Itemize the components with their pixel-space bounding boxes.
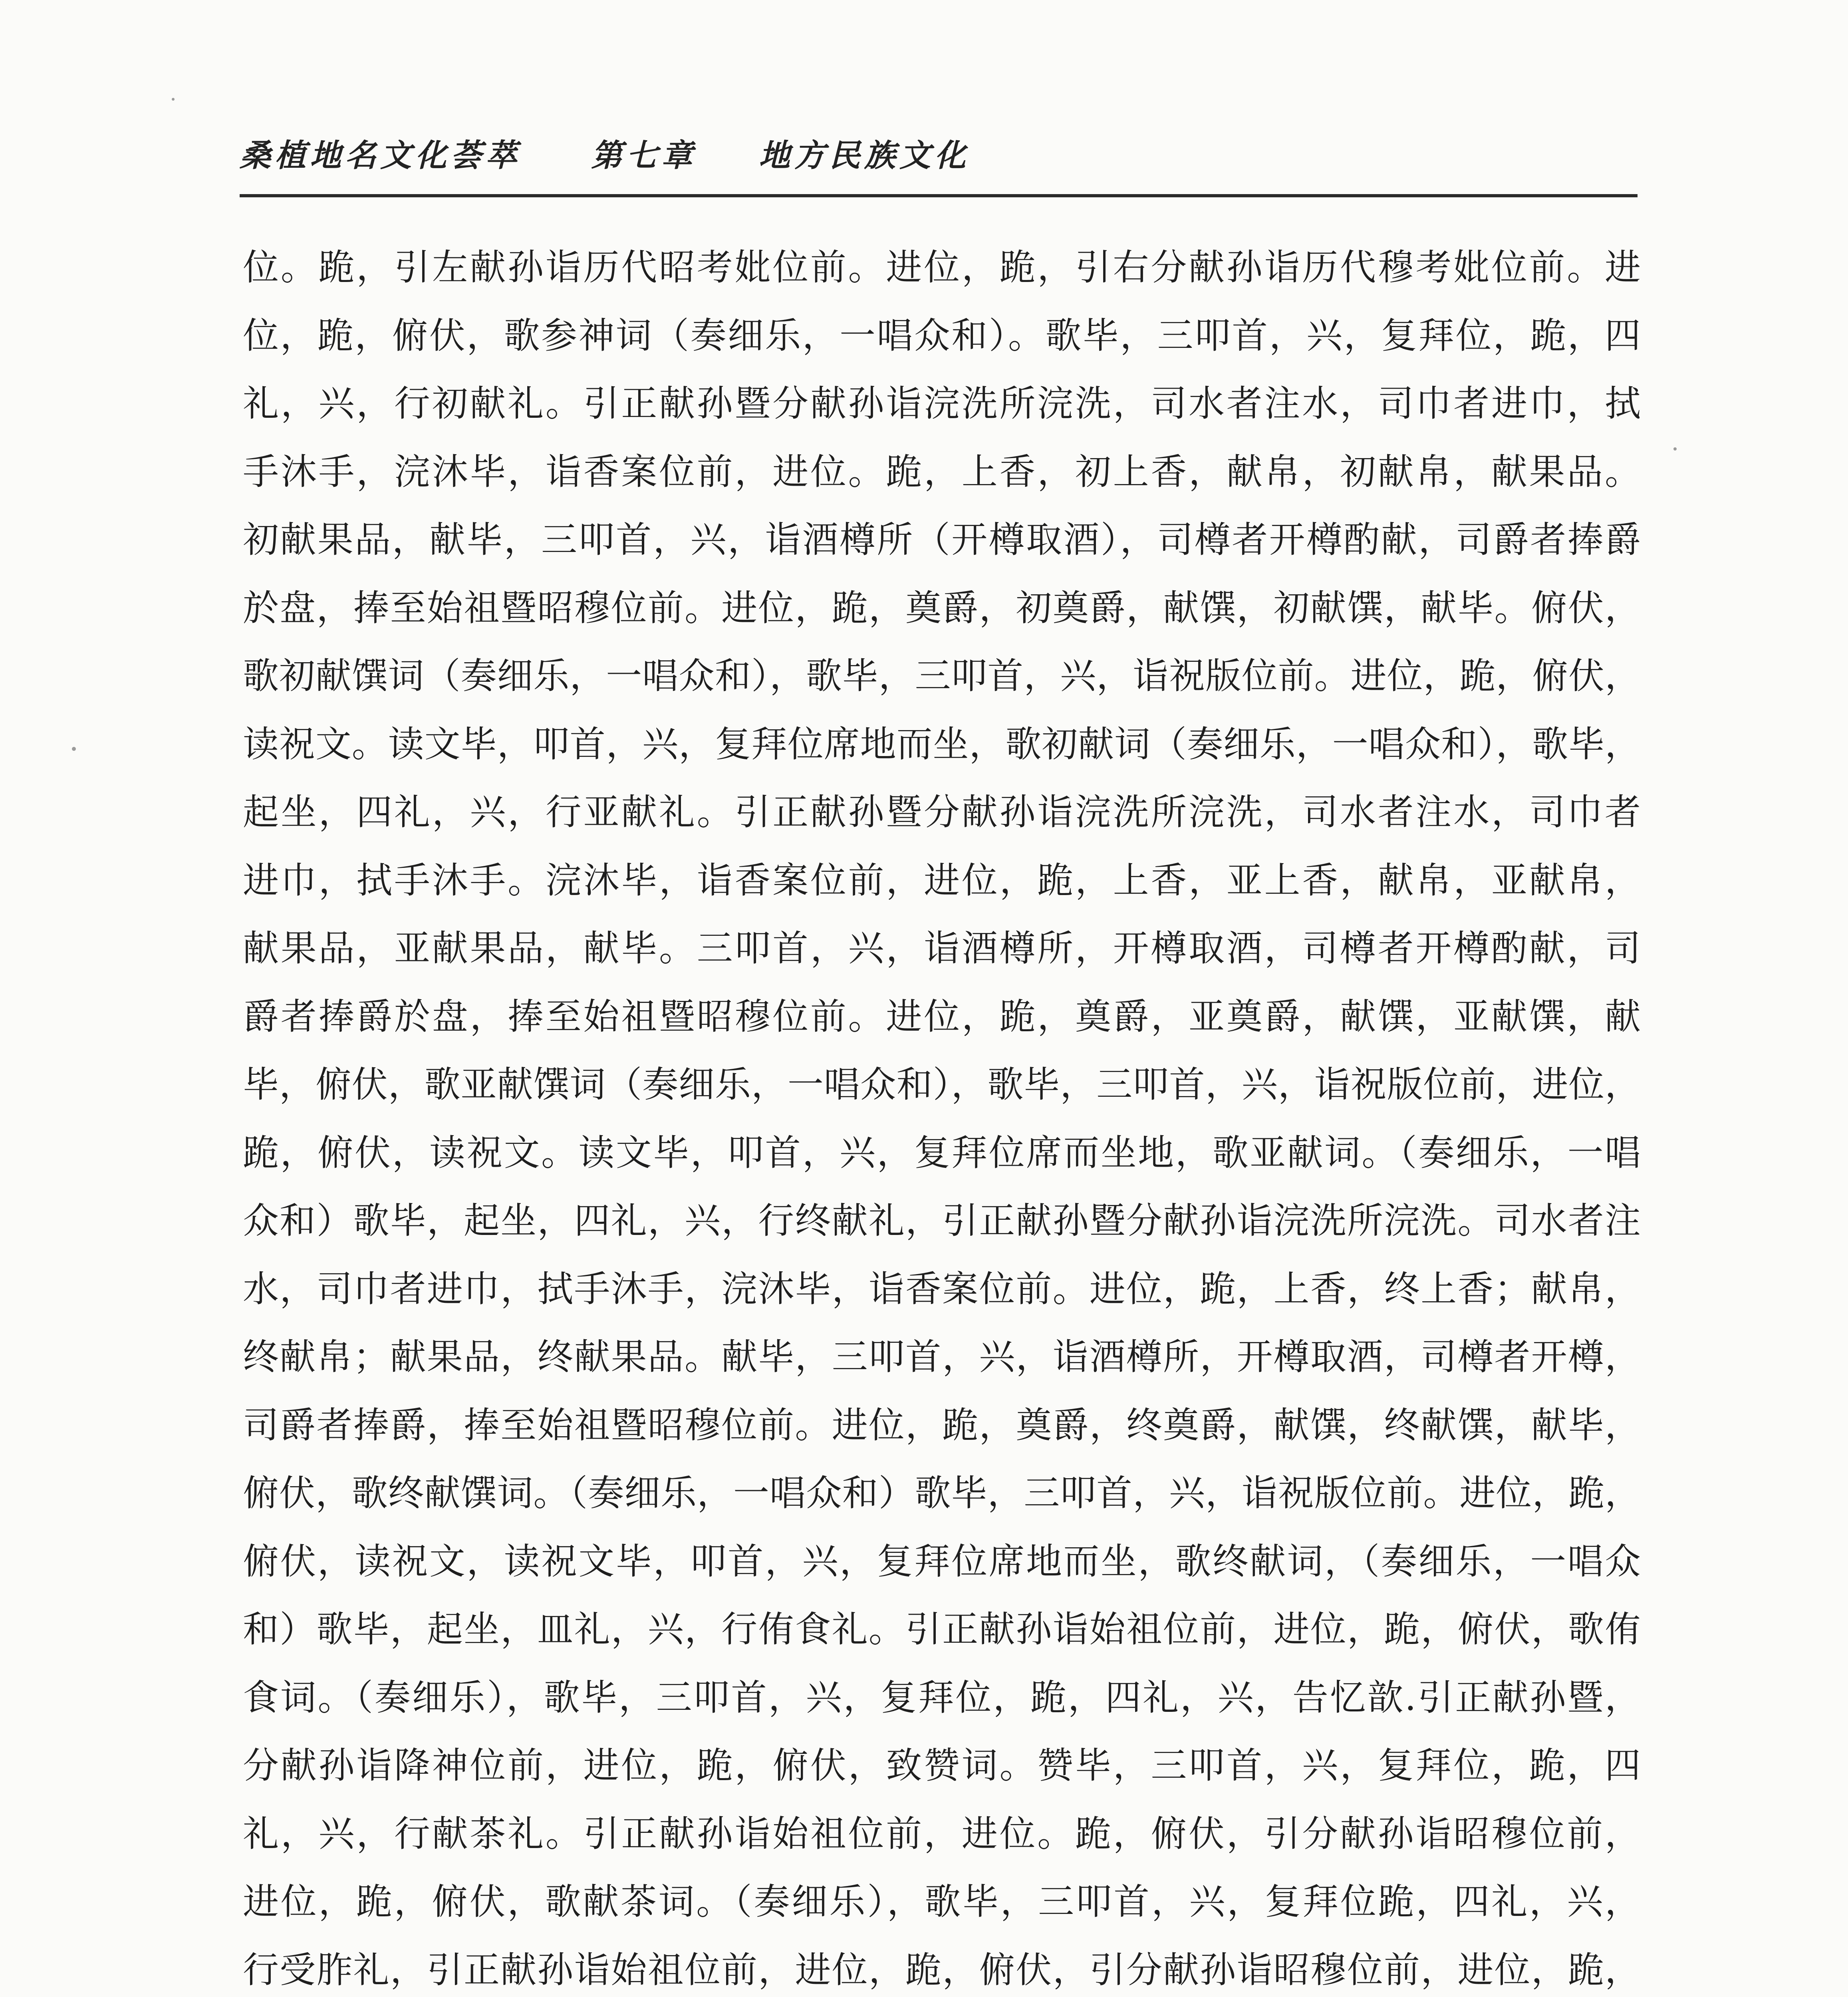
text-line: 位。跪，引左献孙诣历代昭考妣位前。进位，跪，引右分献孙诣历代穆考妣位前。进 bbox=[243, 246, 1641, 288]
text-line: 於盘，捧至始祖暨昭穆位前。进位，跪，奠爵，初奠爵，献馔，初献馔，献毕。俯伏， bbox=[243, 587, 1641, 629]
text-line: 司爵者捧爵，捧至始祖暨昭穆位前。进位，跪，奠爵，终奠爵，献馔，终献馔，献毕， bbox=[243, 1404, 1641, 1446]
section-title: 地方民族文化 bbox=[759, 137, 970, 174]
text-line: 礼，兴，行献茶礼。引正献孙诣始祖位前，进位。跪，俯伏，引分献孙诣昭穆位前， bbox=[243, 1812, 1641, 1855]
text-line: 读祝文。读文毕，叩首，兴，复拜位席地而坐，歌初献词（奏细乐，一唱众和），歌毕， bbox=[243, 723, 1641, 765]
chapter-label: 第七章 bbox=[591, 137, 697, 174]
scan-speck bbox=[1673, 447, 1677, 451]
text-line: 歌初献馔词（奏细乐，一唱众和），歌毕，三叩首，兴，诣祝版位前。进位，跪，俯伏， bbox=[243, 655, 1641, 697]
text-line: 和）歌毕，起坐，皿礼，兴，行侑食礼。引正献孙诣始祖位前，进位，跪，俯伏，歌侑 bbox=[243, 1608, 1641, 1650]
text-line: 终献帛；献果品，终献果品。献毕，三叩首，兴，诣酒樽所，开樽取酒，司樽者开樽， bbox=[243, 1336, 1641, 1378]
text-line: 爵者捧爵於盘，捧至始祖暨昭穆位前。进位，跪，奠爵，亚奠爵，献馔，亚献馔，献 bbox=[243, 995, 1641, 1038]
text-line: 分献孙诣降神位前，进位，跪，俯伏，致赞词。赞毕，三叩首，兴，复拜位，跪，四 bbox=[243, 1745, 1641, 1787]
header-rule bbox=[240, 194, 1638, 197]
text-line: 俯伏，歌终献馔词。（奏细乐，一唱众和）歌毕，三叩首，兴，诣祝版位前。进位，跪， bbox=[243, 1472, 1641, 1514]
text-line: 礼，兴，行初献礼。引正献孙暨分献孙诣浣洗所浣洗，司水者注水，司巾者进巾，拭 bbox=[243, 383, 1641, 425]
text-line: 手沐手，浣沐毕，诣香案位前，进位。跪，上香，初上香，献帛，初献帛，献果品。 bbox=[243, 451, 1641, 493]
text-line: 俯伏，读祝文，读祝文毕，叩首，兴，复拜位席地而坐，歌终献词，（奏细乐，一唱众 bbox=[243, 1540, 1641, 1582]
text-line: 食词。（奏细乐），歌毕，三叩首，兴，复拜位，跪，四礼，兴，告忆歆.引正献孙暨， bbox=[243, 1676, 1641, 1719]
text-line: 众和）歌毕，起坐，四礼，兴，行终献礼，引正献孙暨分献孙诣浣洗所浣洗。司水者注 bbox=[243, 1200, 1641, 1242]
scan-speck bbox=[172, 98, 175, 101]
text-line: 行受胙礼，引正献孙诣始祖位前，进位，跪，俯伏，引分献孙诣昭穆位前，进位，跪， bbox=[243, 1949, 1641, 1991]
text-line: 进位，跪，俯伏，歌献茶词。（奏细乐），歌毕，三叩首，兴，复拜位跪，四礼，兴， bbox=[243, 1881, 1641, 1923]
text-line: 位，跪，俯伏，歌参神词（奏细乐，一唱众和）。歌毕，三叩首，兴，复拜位，跪，四 bbox=[243, 314, 1641, 357]
text-line: 跪，俯伏，读祝文。读文毕，叩首，兴，复拜位席而坐地，歌亚献词。（奏细乐，一唱 bbox=[243, 1132, 1641, 1174]
text-line: 献果品，亚献果品，献毕。三叩首，兴，诣酒樽所，开樽取酒，司樽者开樽酌献，司 bbox=[243, 927, 1641, 969]
text-line: 初献果品，献毕，三叩首，兴，诣酒樽所（开樽取酒），司樽者开樽酌献，司爵者捧爵 bbox=[243, 519, 1641, 561]
text-line: 进巾，拭手沐手。浣沐毕，诣香案位前，进位，跪，上香，亚上香，献帛，亚献帛， bbox=[243, 859, 1641, 901]
text-line: 毕，俯伏，歌亚献馔词（奏细乐，一唱众和），歌毕，三叩首，兴，诣祝版位前，进位， bbox=[243, 1064, 1641, 1106]
text-line: 水，司巾者进巾，拭手沐手，浣沐毕，诣香案位前。进位，跪，上香，终上香；献帛， bbox=[243, 1268, 1641, 1310]
page-header bbox=[240, 136, 1638, 196]
body-text bbox=[243, 234, 1641, 1997]
text-line: 起坐，四礼，兴，行亚献礼。引正献孙暨分献孙诣浣洗所浣洗，司水者注水，司巾者 bbox=[243, 791, 1641, 833]
scan-speck bbox=[72, 747, 76, 751]
book-title: 桑植地名文化荟萃 bbox=[240, 137, 521, 174]
